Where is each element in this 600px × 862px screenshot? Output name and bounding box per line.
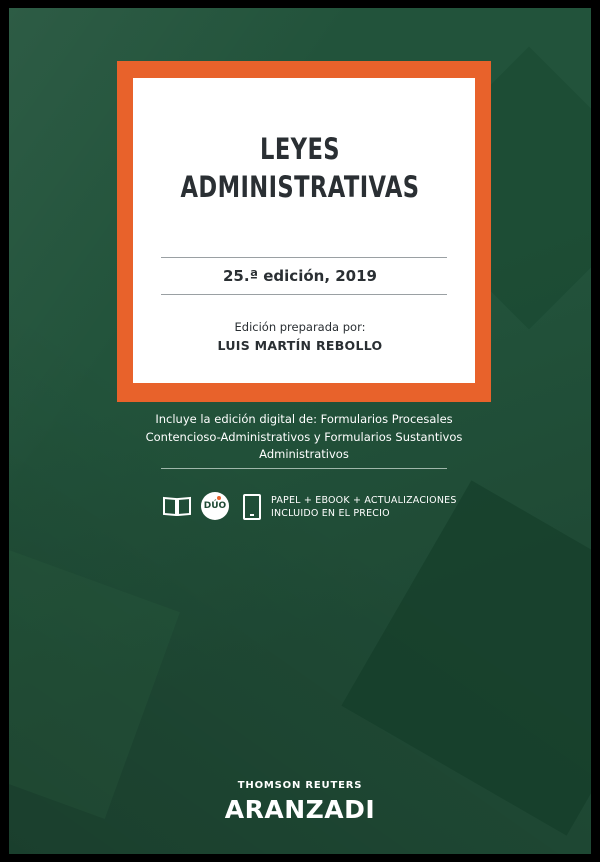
book-cover [9, 8, 591, 854]
note-line-3: Administrativos [259, 447, 349, 461]
publisher-logo: ARANZADI [224, 795, 376, 824]
note-line-2: Contencioso-Administrativos y Formularios Sustantivos [145, 429, 463, 444]
divider-light [161, 468, 447, 469]
format-icons [163, 492, 273, 522]
background-facet [9, 537, 180, 819]
title-line-2: ADMINISTRATIVAS [180, 170, 420, 204]
package-line-2: INCLUIDO EN EL PRECIO [271, 508, 390, 519]
duo-accent-dot [217, 496, 221, 500]
open-book-icon [163, 496, 191, 516]
divider-bottom [161, 294, 447, 295]
digital-edition-note [129, 411, 479, 464]
duo-label: DÚO [203, 501, 227, 511]
prepared-by-label: Edición preparada por: [234, 320, 366, 334]
title-line-1: LEYES [260, 132, 340, 166]
tablet-icon [243, 494, 261, 520]
duo-badge-icon [201, 492, 229, 520]
edition-label: 25.ª edición, 2019 [223, 267, 377, 285]
author-name: LUIS MARTÍN REBOLLO [217, 338, 383, 353]
tablet-button [250, 514, 254, 516]
divider-top [161, 257, 447, 258]
book-title [73, 130, 527, 206]
publisher-parent: THOMSON REUTERS [237, 780, 363, 791]
package-info [271, 494, 457, 520]
note-line-1: Incluye la edición digital de: Formularios Procesales [155, 412, 453, 426]
package-line-1: PAPEL + EBOOK + ACTUALIZACIONES [271, 495, 457, 506]
